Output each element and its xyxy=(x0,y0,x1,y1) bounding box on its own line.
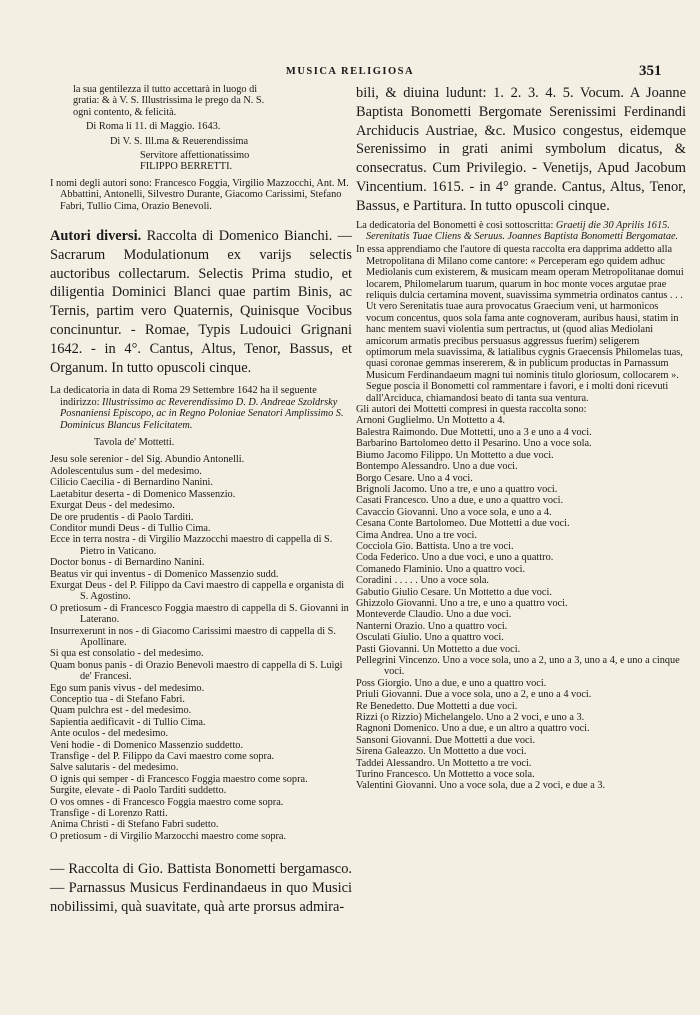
motet-item: Ante oculos - del medesimo. xyxy=(50,728,169,740)
motet-item: Quam bonus panis - di Orazio Benevoli maestro di cappella di S. Luigi de' Francesi. xyxy=(50,659,343,683)
left-column xyxy=(50,84,352,917)
author-item: Coradini . . . . . Uno a voce sola. xyxy=(356,575,489,587)
letter-line: gratia: & à V. S. Illustrissima le prego da N. S. xyxy=(73,95,265,107)
letter-servitore: Servitore affettionatissimo xyxy=(140,150,250,162)
motet-item: O ignis qui semper - di Francesco Foggia maestro come sopra. xyxy=(50,773,308,785)
motet-item: O pretiosum - di Virgilio Marzocchi maestro come sopra. xyxy=(50,830,287,842)
motet-item: Insurrexerunt in nos - di Giacomo Carissimi maestro di cappella di S. Apollinare. xyxy=(50,625,336,648)
motet-item: Surgite, elevate - di Paolo Tarditi suddetto. xyxy=(50,785,227,797)
author-item: Borgo Cesare. Uno a 4 voci. xyxy=(356,472,473,484)
author-item: Biumo Jacomo Filippo. Un Mottetto a due voci. xyxy=(356,449,554,461)
motet-item: Transfige - del P. Filippo da Cavi maestro come sopra. xyxy=(50,751,275,763)
author-item: Taddei Alessandro. Un Mottetto a tre voci. xyxy=(356,757,532,769)
author-item: Cocciola Gio. Battista. Uno a tre voci. xyxy=(356,540,514,552)
dedication-bianchi xyxy=(50,385,352,431)
entry-text: Raccolta di Domenico Bianchi. — Sacrarum Modulationum ex varijs selectis auctoribus collectarum. Selectis Prima studio, et diligentia Dominici Blanci quae partim Binis, ac Ternis, partim vero Quaternis, Quinisque Vocibus concinuntur. - Romae, Typis Ludouici Grignani 1642. - in 4°. Cantus, Altus, Tenor, Bassus, et Organum. In tutto opuscoli cinque. xyxy=(50,228,352,376)
entry-bianchi xyxy=(50,227,352,377)
author-item: Barbarino Bartolomeo detto il Pesarino. Uno a voce sola. xyxy=(356,438,592,450)
letter-signature: FILIPPO BERRETTI. xyxy=(140,161,233,173)
motet-item: Exurgat Deus - del medesimo. xyxy=(50,500,175,512)
author-item: Sirena Galeazzo. Un Mottetto a due voci. xyxy=(356,746,527,758)
author-item: Ghizzolo Giovanni. Uno a tre, e uno a quattro voci. xyxy=(356,597,568,609)
letter-line: la sua gentilezza il tutto accettarà in luogo di xyxy=(73,84,258,95)
tavola-title: Tavola de' Mottetti. xyxy=(94,437,175,449)
author-item: Sansoni Giovanni. Due Mottetti a due voci. xyxy=(356,734,536,746)
motet-item: O pretiosum - di Francesco Foggia maestro di cappella di S. Giovanni in Laterano. xyxy=(50,602,349,626)
motet-list xyxy=(50,454,352,842)
author-item: Pasti Giovanni. Un Mottetto a due voci. xyxy=(356,643,521,655)
motet-item: Cilicio Caecilia - di Bernardino Nanini. xyxy=(50,477,213,489)
dedication-bonometti xyxy=(356,220,686,243)
letter-address: Di V. S. Ill.ma & Reuerendissima xyxy=(110,135,249,147)
motet-item: Ego sum panis vivus - del medesimo. xyxy=(50,682,205,694)
running-header: MUSICA RELIGIOSA xyxy=(285,66,415,77)
dedication-italic: Graetij die 30 Aprilis 1615. Serenitatis Tuae Cliens & Seruus. Joannes Baptista Bonometti Bergomatae. xyxy=(366,219,679,242)
author-item: Poss Giorgio. Uno a due, e uno a quattro voci. xyxy=(356,677,547,689)
quote-paragraph: In essa apprendiamo che l'autore di questa raccolta era dapprima addetto alla Metropolitana di Milano come cantore: « Perceperam ego quidem adhuc Mediolanis cum existerem, & musicam meam operam Metropolitanae domui locarem, Philomelarum tuarum, quarum in hoc monte voces argutae prae reliquis dulcia certamina movent, suavissima symmetria ordinatos cantus . . . Ut vero Serenitatis tuae aura provocatus Graecium veni, ut harmonicos vocum concentus, quos sola fama ante cognoveram, auribus hausi, statim in hanc mentem suavi violentia sum pertractus, ut (quod alias Mediolani amicorum armatis precibus persuasus aggressus fuerim) seligerem optimorum mela suavissima, & latialibus cygnis Graecensis Philomelas tuas, quasi coronae gemmas insererem, & in publicum productas in Parnassum Musicum Ferdinandaeum magni tui nominis titulo gloriosum, collocarem ». Segue poscia il Bonometti col rammentare i favori, e i molti doni ricevuti dall'Arciduca, chiamandosi beato di tanta sua ventura. xyxy=(356,244,684,404)
motet-item: Veni hodie - di Domenico Massenzio suddetto. xyxy=(50,739,244,751)
author-item: Bontempo Alessandro. Uno a due voci. xyxy=(356,461,518,473)
motet-item: Transfige - di Lorenzo Ratti. xyxy=(50,808,168,820)
motet-item: Exurgat Deus - del P. Filippo da Cavi maestro di cappella e organista di S. Agostino. xyxy=(50,579,345,603)
dedication-prefix: La dedicatoria in data di Roma 29 Settembre 1642 ha il seguente indirizzo: xyxy=(50,385,317,408)
motet-item: Anima Christi - di Stefano Fabri sudetto. xyxy=(50,819,219,831)
entry-bonometti-continuation: bili, & diuina ludunt: 1. 2. 3. 4. 5. Vocum. A Joanne Baptista Bonometti Bergomate Serenissimi Ferdinandi Archiducis Austriae, &c. Musico congestus, eidemque Serenissimo in grati animi symbolum dicatus, & consecratus. Cum Privilegio. - Venetijs, Apud Jacobum Vincentium. 1615. - in 4° grande. Cantus, Altus, Tenor, Bassus, e Partitura. In tutto opuscoli cinque. xyxy=(356,85,686,214)
author-item: Ragnoni Domenico. Uno a due, e un altro a quattro voci. xyxy=(356,723,590,735)
motet-item: Salve salutaris - del medesimo. xyxy=(50,762,179,774)
entry-bonometti: — Raccolta di Gio. Battista Bonometti bergamasco. — Parnassus Musicus Ferdinandaeus in quo Musici nobilissimi, quà suavitate, quà arte prorsus admira- xyxy=(50,861,352,915)
author-item: Re Benedetto. Due Mottetti a due voci. xyxy=(356,700,518,712)
motet-item: Si qua est consolatio - del medesimo. xyxy=(50,648,204,660)
page-number: 351 xyxy=(639,63,662,79)
author-item: Turino Francesco. Un Mottetto a voce sola. xyxy=(356,769,535,781)
author-item: Monteverde Claudio. Uno a due voci. xyxy=(356,609,512,621)
author-item: Rizzi (o Rizzio) Michelangelo. Uno a 2 voci, e uno a 3. xyxy=(356,712,585,724)
motet-item: O vos omnes - di Francesco Foggia maestro come sopra. xyxy=(50,796,284,808)
author-item: Priuli Giovanni. Due a voce sola, uno a 2, e uno a 4 voci. xyxy=(356,689,592,701)
author-item: Comanedo Flaminio. Uno a quattro voci. xyxy=(356,563,526,575)
author-item: Pellegrini Vincenzo. Uno a voce sola, uno a 2, uno a 3, uno a 4, e uno a cinque voci. xyxy=(356,655,680,678)
motet-item: Ecce in terra nostra - di Virgilio Mazzocchi maestro di cappella di S. Pietro in Vaticano. xyxy=(50,534,333,557)
right-column xyxy=(356,84,686,792)
author-item: Casati Francesco. Uno a due, e uno a quattro voci. xyxy=(356,495,564,507)
motet-item: Quam pulchra est - del medesimo. xyxy=(50,705,192,717)
author-item: Valentini Giovanni. Uno a voce sola, due a 2 voci, e due a 3. xyxy=(356,780,606,792)
letter-line: ogni contento, & felicità. xyxy=(73,106,177,118)
author-item: Balestra Raimondo. Due Mottetti, uno a 3 e uno a 4 voci. xyxy=(356,426,592,438)
author-list xyxy=(356,415,686,791)
author-item: Cesana Conte Bartolomeo. Due Mottetti a due voci. xyxy=(356,518,570,530)
author-item: Gabutio Giulio Cesare. Un Mottetto a due voci. xyxy=(356,586,552,598)
motet-item: Beatus vir qui inventus - di Domenico Massenzio sudd. xyxy=(50,568,279,580)
motet-item: Conditor mundi Deus - di Tullio Cima. xyxy=(50,522,211,534)
author-item: Cavaccio Giovanni. Uno a voce sola, e uno a 4. xyxy=(356,506,552,518)
author-item: Nanterni Orazio. Uno a quattro voci. xyxy=(356,620,508,632)
motet-item: Laetabitur deserta - di Domenico Massenzio. xyxy=(50,488,236,500)
author-item: Arnoni Guglielmo. Un Mottetto a 4. xyxy=(356,415,506,427)
motet-item: Sapientia aedificavit - di Tullio Cima. xyxy=(50,716,206,728)
motet-item: Adolescentulus sum - del medesimo. xyxy=(50,465,202,477)
entry-heading: Autori diversi. xyxy=(50,228,142,245)
dedication-prefix: La dedicatoria del Bonometti è così sottoscritta: xyxy=(356,219,554,231)
motet-item: Doctor bonus - di Bernardino Nanini. xyxy=(50,557,205,569)
authors-note: I nomi degli autori sono: Francesco Foggia, Virgilio Mazzocchi, Ant. M. Abbattini, Antonelli, Silvestro Durante, Giacomo Carissimi, Stefano Fabri, Tullio Cima, Orazio Benevoli. xyxy=(50,177,349,212)
motet-item: Conceptio tua - di Stefano Fabri. xyxy=(50,694,185,705)
motet-item: De ore prudentis - di Paolo Tarditi. xyxy=(50,511,194,523)
author-item: Brignoli Jacomo. Uno a tre, e uno a quattro voci. xyxy=(356,483,558,495)
author-item: Coda Federico. Uno a due voci, e uno a quattro. xyxy=(356,552,554,564)
motet-item: Jesu sole serenior - del Sig. Abundio Antonelli. xyxy=(50,454,245,466)
authors-intro: Gli autori dei Mottetti compresi in questa raccolta sono: xyxy=(356,404,587,416)
author-item: Cima Andrea. Uno a tre voci. xyxy=(356,529,477,541)
letter-date: Di Roma li 11. di Maggio. 1643. xyxy=(86,121,221,133)
author-item: Osculati Giulio. Uno a quattro voci. xyxy=(356,632,504,644)
dedication-italic: Illustrissimo ac Reverendissimo D. D. Andreae Szoldrsky Posnaniensi Episcopo, ac in Regno Poloniae Senatori Amplissimo S. Dominicus Blancus Felicitatem. xyxy=(60,396,344,431)
